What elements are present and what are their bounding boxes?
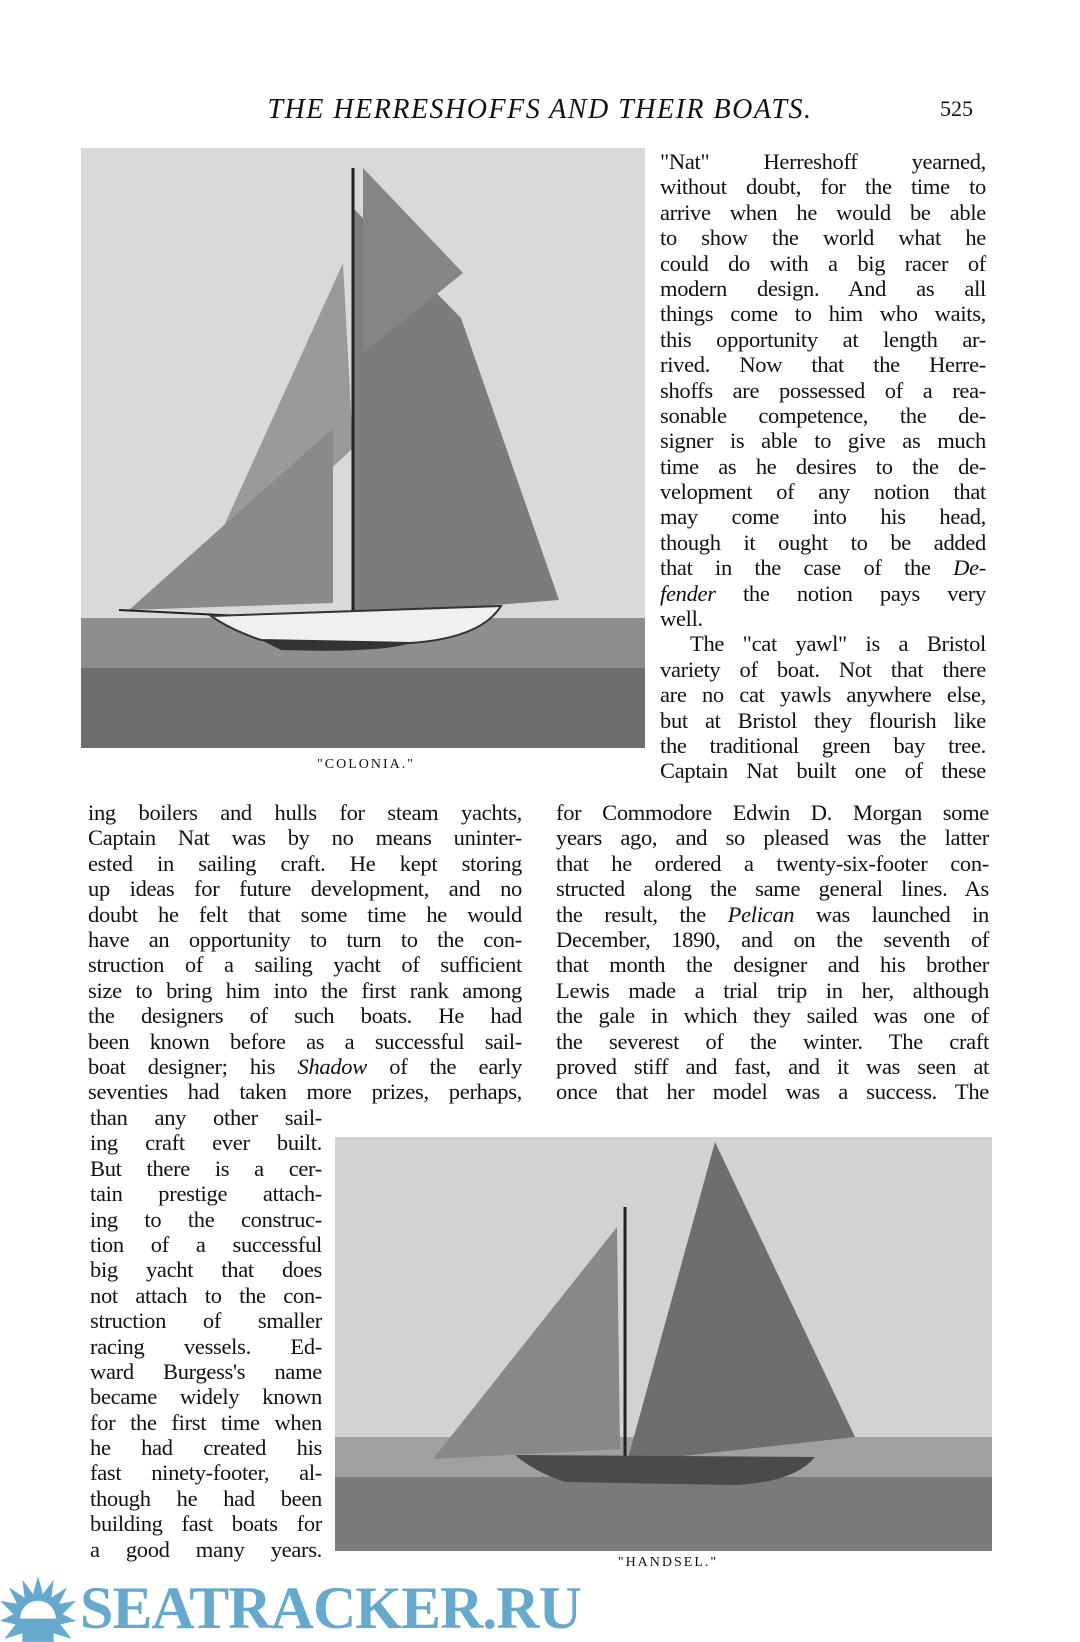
text-segment: tain prestige attach- [90, 1181, 322, 1207]
text-segment: Lewis made a trial trip in her, although [556, 977, 989, 1003]
column-narrow-left [90, 1105, 322, 1562]
text-segment: arrive when he would be able [660, 199, 986, 225]
text-segment: the gale in which they sailed was one of [556, 1003, 989, 1029]
text-line [90, 1537, 322, 1562]
text-segment: became widely known [90, 1384, 322, 1410]
italic-text: Shadow [297, 1053, 367, 1079]
text-line [556, 1029, 989, 1054]
text-segment: could do with a big racer of [660, 250, 986, 276]
text-segment: to show the world what he [660, 225, 986, 251]
text-segment: the notion pays very [715, 580, 986, 606]
text-line [660, 352, 986, 377]
text-line [556, 800, 989, 825]
text-line [556, 876, 989, 901]
text-line [660, 200, 986, 225]
text-segment: "Nat" Herreshoff yearned, [660, 149, 986, 174]
text-line [660, 758, 986, 783]
text-line [90, 1334, 322, 1359]
text-segment: boat designer; his [88, 1053, 298, 1079]
text-segment: may come into his head, [660, 504, 986, 530]
text-line [90, 1460, 322, 1485]
italic-text: fender [660, 580, 716, 606]
column-middle-left [88, 800, 522, 1105]
text-segment: size to bring him into the first rank among [88, 977, 522, 1003]
running-title: THE HERRESHOFFS AND THEIR BOATS. [267, 94, 813, 125]
text-line [90, 1283, 322, 1308]
text-segment: he had created his [90, 1435, 322, 1461]
text-line [88, 952, 522, 977]
text-segment: big yacht that does [90, 1257, 322, 1283]
text-line [660, 631, 986, 656]
text-line [88, 851, 522, 876]
text-segment: struction of a sailing yacht of sufficient [88, 952, 522, 978]
text-segment: Captain Nat built one of these [660, 758, 986, 784]
page-number: 525 [940, 96, 973, 121]
caption-colonia: "COLONIA." [317, 757, 415, 772]
text-line [660, 428, 986, 453]
text-segment: rived. Now that the Herre- [660, 352, 986, 378]
text-line [660, 504, 986, 529]
text-line [660, 657, 986, 682]
text-segment: shoffs are possessed of a rea- [660, 377, 986, 403]
text-segment: the result, the [556, 901, 728, 927]
text-line [660, 682, 986, 707]
text-line [88, 1003, 522, 1028]
photo-colonia [81, 148, 645, 748]
photo-handsel [335, 1137, 992, 1551]
text-segment: ested in sailing craft. He kept storing [88, 850, 522, 876]
text-segment: once that her model was a success. The [556, 1079, 989, 1105]
text-line [88, 1054, 522, 1079]
text-line [660, 479, 986, 504]
text-line [660, 555, 986, 580]
caption-handsel: "HANDSEL." [617, 1555, 719, 1570]
text-segment: not attach to the con- [90, 1282, 322, 1308]
text-segment: well. [660, 606, 703, 632]
watermark [0, 1576, 1080, 1642]
text-line [660, 403, 986, 428]
text-line [90, 1232, 322, 1257]
text-line [660, 581, 986, 606]
text-segment: building fast boats for [90, 1511, 322, 1537]
text-segment: that he ordered a twenty-six-footer con- [556, 850, 989, 876]
text-segment: up ideas for future development, and no [88, 876, 522, 902]
text-segment: was launched in [794, 901, 989, 927]
text-segment: But there is a cer- [90, 1155, 322, 1181]
text-segment: proved stiff and fast, and it was seen at [556, 1053, 989, 1079]
text-segment: ing craft ever built. [90, 1130, 322, 1156]
text-segment: been known before as a successful sail- [88, 1028, 522, 1054]
text-segment: the designers of such boats. He had [88, 1003, 522, 1029]
text-segment: the severest of the winter. The craft [556, 1028, 989, 1054]
text-segment: sonable competence, the de- [660, 402, 986, 428]
text-line [88, 825, 522, 850]
watermark-text: SEATRACKER.RU [80, 1575, 581, 1641]
text-line [660, 327, 986, 352]
text-line [556, 825, 989, 850]
text-segment: things come to him who waits, [660, 301, 986, 327]
text-segment: doubt he felt that some time he would [88, 901, 522, 927]
text-segment: tion of a successful [90, 1231, 322, 1257]
text-segment: modern design. And as all [660, 275, 986, 301]
text-line [660, 378, 986, 403]
text-line [90, 1105, 322, 1130]
text-line [88, 800, 522, 825]
text-segment: but at Bristol they flourish like [660, 707, 986, 733]
column-top-right [660, 149, 986, 784]
text-line [660, 276, 986, 301]
text-segment: variety of boat. Not that there [660, 656, 986, 682]
text-segment: Captain Nat was by no means uninter- [88, 825, 522, 851]
text-line [660, 606, 986, 631]
text-line [90, 1308, 322, 1333]
text-segment: ing to the construc- [90, 1206, 322, 1232]
text-line [88, 927, 522, 952]
text-segment: signer is able to give as much [660, 428, 986, 454]
text-line [660, 733, 986, 758]
text-segment: though he had been [90, 1485, 322, 1511]
text-line [556, 927, 989, 952]
text-segment: without doubt, for the time to [660, 174, 986, 200]
text-line [88, 1079, 522, 1104]
text-line [90, 1435, 322, 1460]
text-line [90, 1486, 322, 1511]
text-line [90, 1511, 322, 1536]
text-line [90, 1207, 322, 1232]
text-segment: velopment of any notion that [660, 479, 986, 505]
text-line [660, 251, 986, 276]
text-line [88, 876, 522, 901]
sun-logo-icon [0, 1576, 76, 1642]
text-line [556, 851, 989, 876]
text-segment: though it ought to be added [660, 529, 986, 555]
text-segment: December, 1890, and on the seventh of [556, 926, 989, 952]
text-segment: ward Burgess's name [90, 1358, 322, 1384]
text-line [660, 174, 986, 199]
text-line [90, 1130, 322, 1155]
text-segment: that in the case of the [660, 555, 954, 581]
text-segment: The "cat yawl" is a Bristol [690, 631, 986, 657]
text-segment: are no cat yawls anywhere else, [660, 682, 986, 708]
text-line [556, 1054, 989, 1079]
text-line [556, 978, 989, 1003]
text-line [660, 454, 986, 479]
text-segment: of the early [366, 1053, 522, 1079]
text-segment: structed along the same general lines. As [556, 876, 989, 902]
text-line [90, 1359, 322, 1384]
text-line [90, 1257, 322, 1282]
text-line [556, 902, 989, 927]
text-segment: this opportunity at length ar- [660, 326, 986, 352]
text-line [88, 1029, 522, 1054]
text-line [90, 1156, 322, 1181]
text-line [90, 1384, 322, 1409]
text-segment: than any other sail- [90, 1105, 322, 1130]
text-segment: have an opportunity to turn to the con- [88, 926, 522, 952]
text-line [556, 952, 989, 977]
text-segment: years ago, and so pleased was the latter [556, 825, 989, 851]
text-segment: seventies had taken more prizes, perhaps, [88, 1079, 522, 1105]
text-line [88, 978, 522, 1003]
text-line [660, 149, 986, 174]
text-line [90, 1181, 322, 1206]
text-line [88, 902, 522, 927]
text-line [556, 1079, 989, 1104]
text-segment: the traditional green bay tree. [660, 732, 986, 758]
text-segment: ing boilers and hulls for steam yachts, [88, 800, 522, 825]
column-middle-right [556, 800, 989, 1105]
text-segment: racing vessels. Ed- [90, 1333, 322, 1359]
text-segment: for the first time when [90, 1409, 322, 1435]
text-segment: that month the designer and his brother [556, 952, 989, 978]
text-line [660, 225, 986, 250]
text-segment: time as he desires to the de- [660, 453, 986, 479]
text-line [556, 1003, 989, 1028]
italic-text: Pelican [727, 901, 795, 927]
text-segment: struction of smaller [90, 1308, 322, 1334]
text-line [90, 1410, 322, 1435]
text-line [660, 301, 986, 326]
text-line [660, 530, 986, 555]
text-line [660, 708, 986, 733]
text-segment: fast ninety-footer, al- [90, 1460, 322, 1486]
italic-text: De- [953, 555, 986, 581]
text-segment: for Commodore Edwin D. Morgan some [556, 800, 989, 825]
text-segment: a good many years. [90, 1536, 322, 1562]
